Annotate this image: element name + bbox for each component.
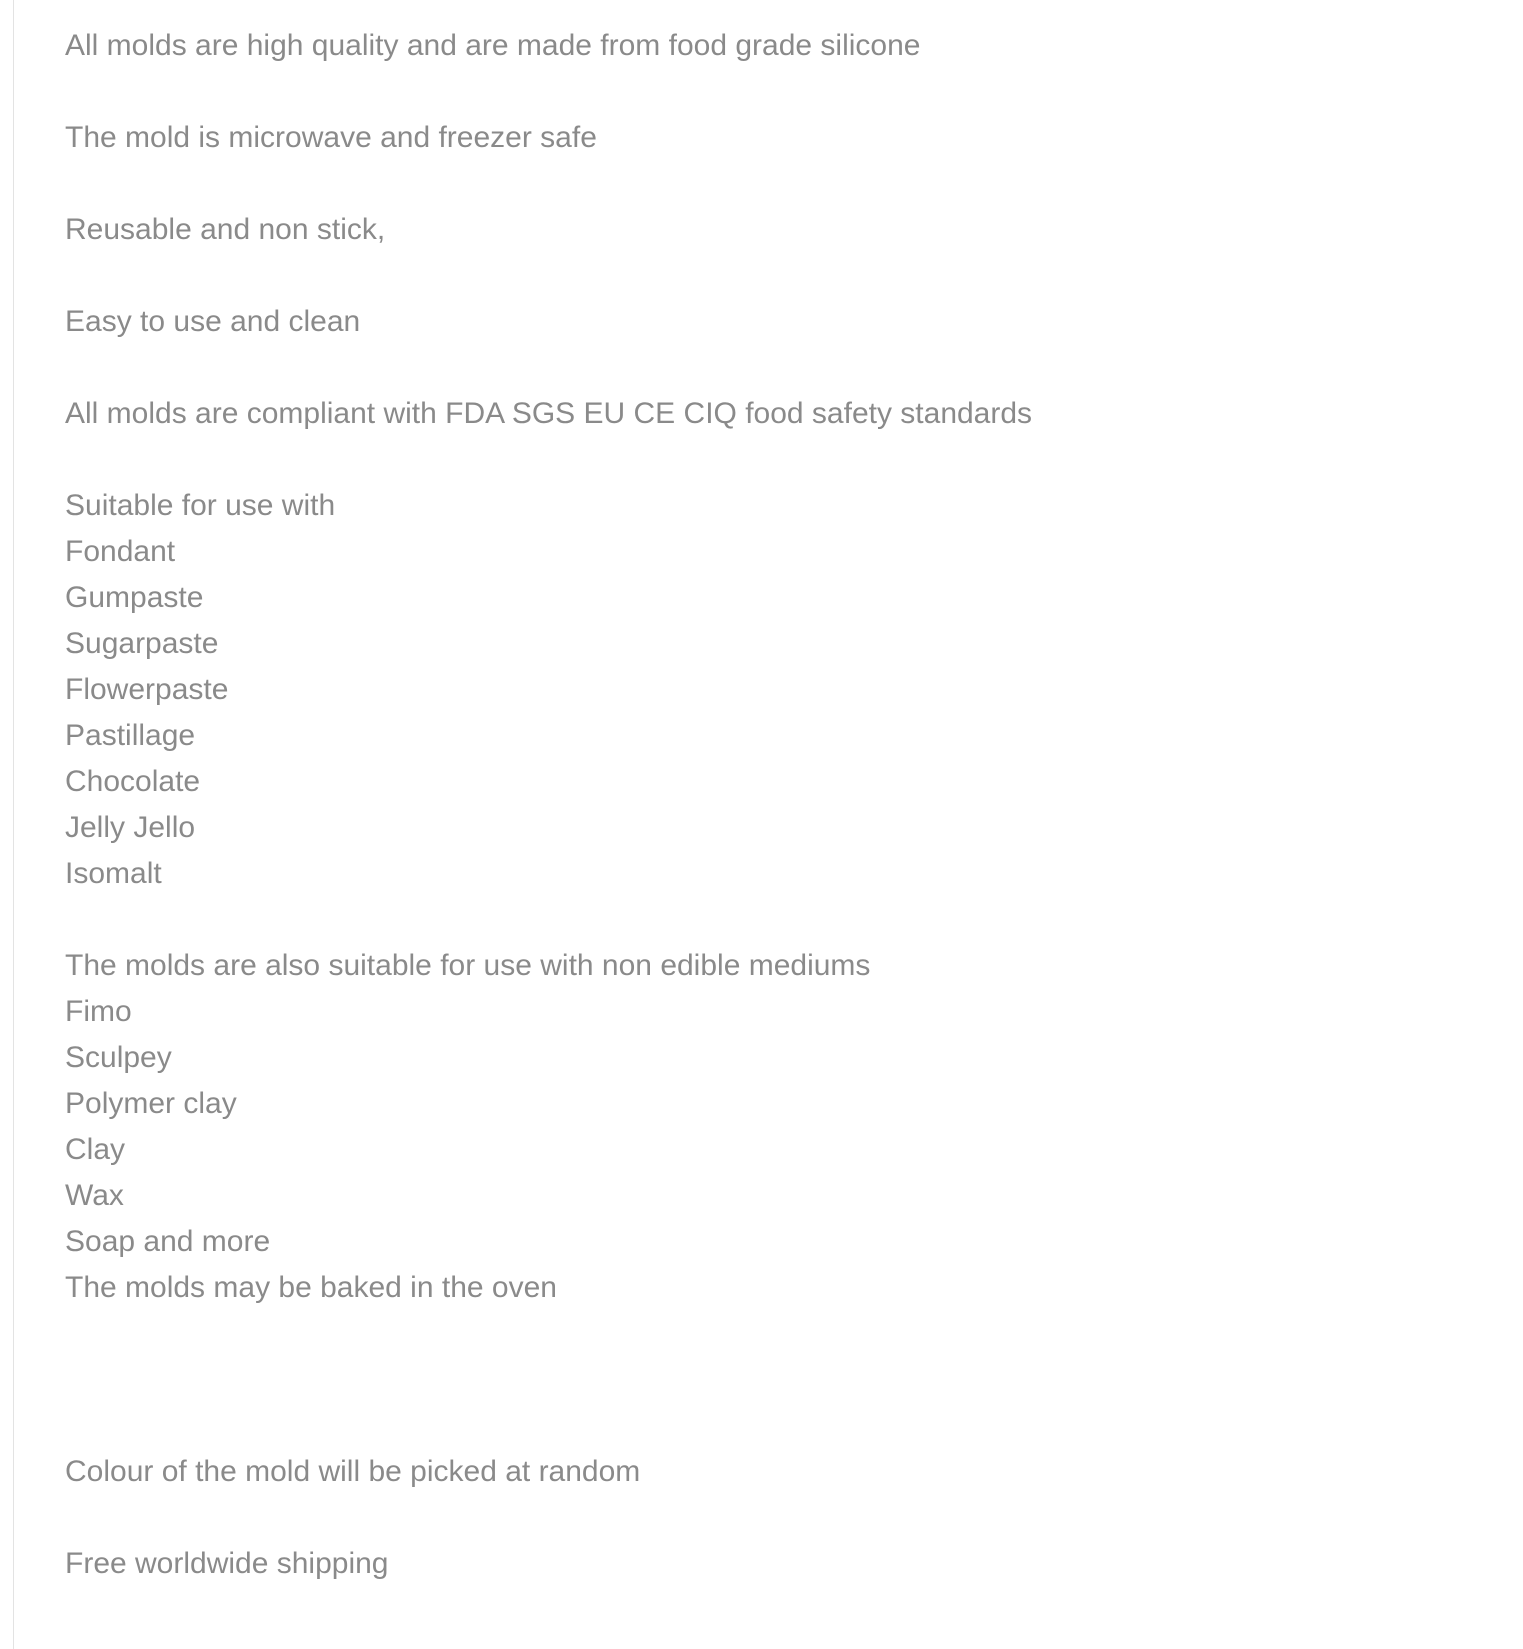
description-line: Reusable and non stick, [65,213,386,246]
description-line: All molds are compliant with FDA SGS EU CE CIQ food safety standards [65,397,1033,430]
list-item: Clay [65,1133,126,1166]
colour-note: Colour of the mold will be picked at random [65,1455,641,1488]
list-item: Fimo [65,995,132,1028]
shipping-note: Free worldwide shipping [65,1547,389,1580]
non-edible-heading: The molds are also suitable for use with non edible mediums [65,949,871,982]
list-item: Gumpaste [65,581,204,614]
list-item: Wax [65,1179,124,1212]
description-line: All molds are high quality and are made from food grade silicone [65,29,921,62]
list-item: Pastillage [65,719,196,752]
list-item: Sculpey [65,1041,172,1074]
list-item: Soap and more [65,1225,271,1258]
description-line: The mold is microwave and freezer safe [65,121,597,154]
list-item: Sugarpaste [65,627,219,660]
list-item: Fondant [65,535,176,568]
list-item: Polymer clay [65,1087,237,1120]
list-item: Chocolate [65,765,201,798]
oven-note: The molds may be baked in the oven [65,1271,557,1304]
description-line: Easy to use and clean [65,305,361,338]
edible-heading: Suitable for use with [65,489,336,522]
list-item: Jelly Jello [65,811,196,844]
list-item: Isomalt [65,857,162,890]
list-item: Flowerpaste [65,673,229,706]
